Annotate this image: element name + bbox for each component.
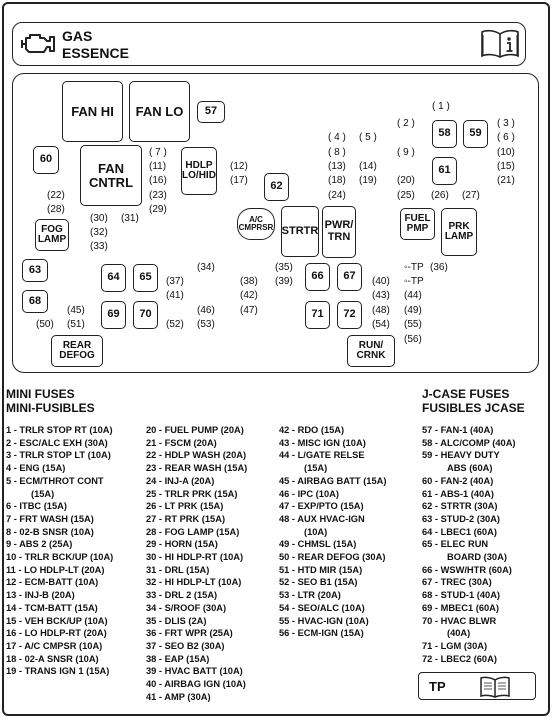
relay-prk-label-1: PRK [448,220,470,232]
fuse-46: (46) [197,305,215,316]
legend-entry: 56 - ECM-IGN (15A) [279,628,364,639]
fuse-65 [133,264,158,292]
engine-icon [20,32,56,56]
fuse-10-label: 10 [500,147,512,158]
fuse-50-label: 50 [39,319,51,330]
fuse-28-label: 28 [50,204,62,215]
fuse-68-label: 68 [28,294,42,307]
manual-info-icon [480,29,520,59]
relay-ac-label-1: A/C [249,214,263,224]
fuse-66 [305,263,330,291]
fuse-16-label: 16 [152,175,164,186]
legend-column-3 [279,424,386,640]
fuse-64-label: 64 [107,271,120,284]
fuse-12-label: 12 [233,161,245,172]
fuse-2-label: 2 [403,118,409,129]
relay-prk-label-2: LAMP [444,231,474,242]
fuse-10: (10) [497,147,515,158]
legend-entry: BOARD (30A) [447,552,507,563]
legend-entry: 51 - HTD MIR (15A) [279,564,363,575]
fuse-33: (33) [90,241,108,252]
mini-fusibles-title: MINI-FUSIBLES [6,401,95,415]
fuse-54: (54) [372,319,390,330]
fuse-35: (35) [275,262,293,273]
relay-fuel-pmp [400,208,435,240]
legend-entry: 72 - LBEC2 (60A) [422,653,497,664]
fuse-29: (29) [149,204,167,215]
fuse-33-label: 33 [93,241,105,252]
legend-entry: 9 - ABS 2 (25A) [6,539,73,550]
fuse-16: (16) [149,175,167,186]
fuse-61-label: 61 [438,164,451,177]
relay-rear-defog [51,335,103,367]
relay-fan-hi-label: FAN HI [71,103,114,119]
fuse-9-label: 9 [403,147,409,158]
legend-entry: 60 - FAN-2 (40A) [422,475,494,486]
legend-entry: 4 - ENG (15A) [6,463,66,474]
fuse-47: (47) [240,305,258,316]
fuse-72 [337,301,362,329]
fuse-38: (38) [240,276,258,287]
fuse-60-label: 60 [39,153,53,166]
relay-run-crnk [347,335,395,367]
fuse-40: (40) [372,276,390,287]
legend-entry: 16 - LO HDLP-RT (20A) [6,628,107,639]
relay-fan-cntrl-label-1: FAN [98,160,124,176]
legend-column-1 [6,424,113,678]
fuse-70 [133,301,158,329]
legend-entry: 22 - HDLP WASH (20A) [146,450,247,461]
fuse-13: (13) [328,161,346,172]
fuse-49: (49) [404,305,422,316]
legend-entry: 70 - HVAC BLWR [422,615,497,626]
fuse-3-label: 3 [503,118,509,129]
legend-column-2 [146,424,247,703]
header-title [62,28,129,62]
relay-fog-label-2: LAMP [37,234,67,245]
fuse-4: ( 4 ) [328,132,346,143]
fuse-46-label: 46 [200,305,212,316]
legend-entry: 23 - REAR WASH (15A) [146,463,248,474]
legend-entry: 41 - AMP (30A) [146,691,211,702]
legend-entry: 39 - HVAC BATT (10A) [146,666,243,677]
legend-entry: 49 - CHMSL (15A) [279,539,357,550]
fuse-13-label: 13 [331,161,343,172]
fuse-23-label: 23 [152,190,164,201]
relay-pwr-trn [322,206,356,258]
fuse-56-label: 56 [407,334,419,345]
legend-entry: 36 - FRT WPR (25A) [146,628,233,639]
relay-ac-cmprsr [237,208,275,240]
fuse-71-label: 71 [311,308,324,321]
manual-icon [479,676,511,698]
fuse-14-label: 14 [362,161,374,172]
fuse-41: (41) [166,290,184,301]
legend-entry: 63 - STUD-2 (30A) [422,513,501,524]
test-point-box [418,672,536,700]
relay-run-label-2: CRNK [356,350,386,361]
fuse-11: (11) [149,161,167,172]
fuse-37-label: 37 [169,276,181,287]
fuse-12: (12) [230,161,248,172]
fuse-60 [33,146,59,174]
legend-entry: 34 - S/ROOF (30A) [146,602,227,613]
fuse-27: (27) [462,190,480,201]
legend-entry: 14 - TCM-BATT (15A) [6,602,98,613]
fuse-68 [22,290,48,313]
fuse-66-label: 66 [311,270,324,283]
legend-entry: 8 - 02-B SNSR (10A) [6,526,94,537]
legend-entry: (40A) [447,628,471,639]
fuse-22: (22) [47,190,65,201]
legend-entry: 66 - WSW/HTR (60A) [422,564,512,575]
legend-entry: 65 - ELEC RUN [422,539,489,550]
fuse-6-label: 6 [503,132,509,143]
fuse-48: (48) [372,305,390,316]
fuse-53-label: 53 [200,319,212,330]
fuse-32-label: 32 [93,227,105,238]
fuse-39-label: 39 [278,276,290,287]
fuse-56: (56) [404,334,422,345]
fuse-44: (44) [404,290,422,301]
fuse-19: (19) [359,175,377,186]
relay-strtr [281,206,319,257]
legend-entry: 53 - LTR (20A) [279,590,341,601]
fuse-59 [463,120,488,148]
fuse-53: (53) [197,319,215,330]
fuse-14: (14) [359,161,377,172]
mini-fuses-heading [6,387,95,415]
legend-entry: 38 - EAP (15A) [146,653,210,664]
relay-fan-lo-label: FAN LO [135,103,184,119]
fuse-45: (45) [67,305,85,316]
legend-entry: 42 - RDO (15A) [279,425,345,435]
fuse-1: ( 1 ) [432,101,450,112]
fuse-55-label: 55 [407,319,419,330]
fuse-25: (25) [397,190,415,201]
legend-entry: 11 - LO HDLP-LT (20A) [6,564,105,575]
relay-fog-lamp [35,219,69,251]
fuse-25-label: 25 [400,190,412,201]
fuse-5: ( 5 ) [359,132,377,143]
fuse-30-label: 30 [93,213,105,224]
legend-entry: 68 - STUD-1 (40A) [422,590,501,601]
legend-entry: 69 - MBEC1 (60A) [422,602,499,613]
fuse-15-label: 15 [500,161,512,172]
relay-rear-label-1: REAR [62,339,92,351]
legend-entry: 32 - HI HDLP-LT (10A) [146,577,242,588]
legend-entry: 44 - L/GATE RELSE [279,450,365,461]
fuse-24: (24) [328,190,346,201]
relay-pwr-label-1: PWR/ [324,219,354,232]
legend-entry: 17 - A/C CMPSR (10A) [6,640,103,651]
fuse-62-label: 62 [270,180,283,193]
relay-fuel-label-2: PMP [406,223,429,234]
fuse-24-label: 24 [331,190,343,201]
fuse-20-label: 20 [400,175,412,186]
fuse-69 [101,301,126,329]
fuse-30: (30) [90,213,108,224]
legend-entry: 61 - ABS-1 (40A) [422,488,494,499]
fuse-49-label: 49 [407,305,419,316]
legend-entry: 54 - SEO/ALC (10A) [279,602,365,613]
fuse-7: ( 7 ) [149,147,167,158]
fuse-72-label: 72 [343,308,356,321]
test-point-1: ◦-TP [404,262,424,273]
legend-entry: 25 - TRLR PRK (15A) [146,488,238,499]
fuse-18-label: 18 [331,175,343,186]
fuse-57 [197,101,225,123]
fuse-67-label: 67 [343,270,356,283]
legend-entry: 33 - DRL 2 (15A) [146,590,218,601]
fuse-55: (55) [404,319,422,330]
legend-entry: ABS (60A) [447,463,493,474]
fuse-32: (32) [90,227,108,238]
fuse-27-label: 27 [465,190,477,201]
fuse-48-label: 48 [375,305,387,316]
fuse-11-label: 11 [152,161,163,172]
fuse-43-label: 43 [375,290,387,301]
fuse-65-label: 65 [139,271,152,284]
fuse-63 [22,259,48,282]
fuse-20: (20) [397,175,415,186]
fuse-31: (31) [121,213,139,224]
legend-entry: 52 - SEO B1 (15A) [279,577,358,588]
relay-hdlp-lo-hid [181,147,217,195]
legend-entry: 7 - FRT WASH (15A) [6,513,94,524]
fuse-9: ( 9 ) [397,147,415,158]
fuse-57-label: 57 [204,105,218,118]
fuse-59-label: 59 [469,127,482,140]
legend-entry: 18 - 02-A SNSR (10A) [6,653,99,664]
relay-fog-label-1: FOG [41,223,63,235]
legend-entry: 43 - MISC IGN (10A) [279,437,366,448]
fuse-58-label: 58 [438,127,451,140]
fuse-39: (39) [275,276,293,287]
legend-entry: 13 - INJ-B (20A) [6,590,75,601]
fuse-47-label: 47 [243,305,255,316]
test-point-box-label: TP [429,679,446,694]
fuse-26-label: 26 [434,190,446,201]
fuse-4-label: 4 [334,132,340,143]
fuse-17-label: 17 [233,175,245,186]
legend-entry: 57 - FAN-1 (40A) [422,425,494,435]
fuse-52: (52) [166,319,184,330]
relay-hdlp-label-1: HDLP [185,159,213,171]
mini-fuses-title: MINI FUSES [6,387,75,401]
fuse-6: ( 6 ) [497,132,515,143]
fuse-58 [432,120,457,148]
legend-entry: 6 - ITBC (15A) [6,501,67,512]
fuse-35-label: 35 [278,262,290,273]
legend-entry: (15A) [31,488,55,499]
fuse-45-label: 45 [70,305,82,316]
legend-entry: 20 - FUEL PUMP (20A) [146,425,244,435]
legend-entry: 67 - TREC (30A) [422,577,492,588]
test-point-1-label: TP [410,262,424,273]
fuse-5-label: 5 [365,132,371,143]
jcase-fuses-title: J-CASE FUSES [422,387,510,401]
relay-rear-label-2: DEFOG [59,350,95,361]
fuse-41-label: 41 [169,290,181,301]
legend-entry: 50 - REAR DEFOG (30A) [279,552,386,563]
fuse-31-label: 31 [124,213,136,224]
legend-entry: 35 - DLIS (2A) [146,615,207,626]
fuse-8-label: 8 [334,147,340,158]
fuse-26: (26) [431,190,449,201]
legend-entry: 15 - VEH BCK/UP (10A) [6,615,108,626]
legend-entry: 28 - FOG LAMP (15A) [146,526,240,537]
legend-entry: 21 - FSCM (20A) [146,437,217,448]
relay-fan-cntrl [80,145,142,206]
legend-entry: 27 - RT PRK (15A) [146,513,226,524]
legend-entry: 19 - TRANS IGN 1 (15A) [6,666,110,677]
fuse-1-label: 1 [438,101,444,112]
legend-entry: 12 - ECM-BATT (10A) [6,577,99,588]
fuse-28: (28) [47,204,65,215]
legend-entry: (10A) [304,526,328,537]
fuse-71 [305,301,330,329]
fuse-21-label: 21 [500,175,512,186]
fuse-51-label: 51 [70,319,82,330]
legend-entry: 29 - HORN (15A) [146,539,218,550]
fuse-34-label: 34 [200,262,212,273]
legend-entry: 1 - TRLR STOP RT (10A) [6,425,113,435]
relay-fan-hi [62,81,123,142]
relay-strtr-label: STRTR [281,224,319,237]
relay-hdlp-label-2: LO/HID [182,170,216,181]
fuse-63-label: 63 [28,263,42,276]
legend-entry: 24 - INJ-A (20A) [146,475,215,486]
fuse-2: ( 2 ) [397,118,415,129]
fuse-51: (51) [67,319,85,330]
fuse-34: (34) [197,262,215,273]
legend-entry: 40 - AIRBAG IGN (10A) [146,679,246,690]
fuse-42-label: 42 [243,290,255,301]
fuse-38-label: 38 [243,276,255,287]
legend-entry: 2 - ESC/ALC EXH (30A) [6,437,108,448]
fuse-43: (43) [372,290,390,301]
fuse-22-label: 22 [50,190,62,201]
fuse-36-label: 36 [433,262,445,273]
fuse-36: (36) [430,262,448,273]
fuse-7-label: 7 [155,147,161,158]
fuse-23: (23) [149,190,167,201]
fuse-21: (21) [497,175,515,186]
fuse-61 [432,157,457,185]
test-point-2-label: TP [410,276,424,287]
legend-entry: 31 - DRL (15A) [146,564,210,575]
legend-entry: 59 - HEAVY DUTY [422,450,500,461]
legend-entry: 55 - HVAC-IGN (10A) [279,615,369,626]
fuse-67 [337,263,362,291]
legend-column-4 [422,424,516,665]
legend-entry: 58 - ALC/COMP (40A) [422,437,516,448]
header-line-essence: ESSENCE [62,45,129,61]
legend-entry: 46 - IPC (10A) [279,488,339,499]
fuse-19-label: 19 [362,175,374,186]
legend-entry: 62 - STRTR (30A) [422,501,498,512]
fuse-64 [101,264,126,292]
fuse-50: (50) [36,319,54,330]
legend-entry: 47 - EXP/PTO (15A) [279,501,364,512]
fuse-40-label: 40 [375,276,387,287]
relay-prk-lamp [441,208,477,256]
header-line-gas: GAS [62,28,93,44]
legend-entry: 30 - HI HDLP-RT (10A) [146,552,244,563]
relay-fan-lo [129,81,190,142]
fuse-62 [264,173,289,201]
fuse-3: ( 3 ) [497,118,515,129]
legend-entry: 3 - TRLR STOP LT (10A) [6,450,111,461]
legend-entry: 26 - LT PRK (15A) [146,501,224,512]
legend-entry: 5 - ECM/THROT CONT [6,475,104,486]
relay-ac-label-2: CMPRSR [238,223,274,232]
relay-fan-cntrl-label-2: CNTRL [88,174,134,190]
legend-entry: 48 - AUX HVAC-IGN [279,513,365,524]
fuse-8: ( 8 ) [328,147,346,158]
legend-entry: 10 - TRLR BCK/UP (10A) [6,552,114,563]
legend-entry: (15A) [304,463,328,474]
fusibles-jcase-title: FUSIBLES JCASE [422,401,525,415]
fuse-42: (42) [240,290,258,301]
fuse-54-label: 54 [375,319,387,330]
jcase-fuses-heading [422,387,525,415]
legend-entry: 64 - LBEC1 (60A) [422,526,497,537]
fuse-70-label: 70 [139,308,152,321]
relay-pwr-label-2: TRN [327,231,351,243]
fuse-69-label: 69 [107,308,120,321]
fuse-44-label: 44 [407,290,419,301]
test-point-2: ◦-TP [404,276,424,287]
relay-run-label-1: RUN/ [358,339,384,351]
fuse-17: (17) [230,175,248,186]
fuse-52-label: 52 [169,319,181,330]
fuse-37: (37) [166,276,184,287]
fuse-15: (15) [497,161,515,172]
fuse-29-label: 29 [152,204,164,215]
relay-fuel-label-1: FUEL [404,212,431,224]
fuse-18: (18) [328,175,346,186]
legend-entry: 71 - LGM (30A) [422,640,488,651]
legend-entry: 37 - SEO B2 (30A) [146,640,225,651]
legend-entry: 45 - AIRBAG BATT (15A) [279,475,387,486]
